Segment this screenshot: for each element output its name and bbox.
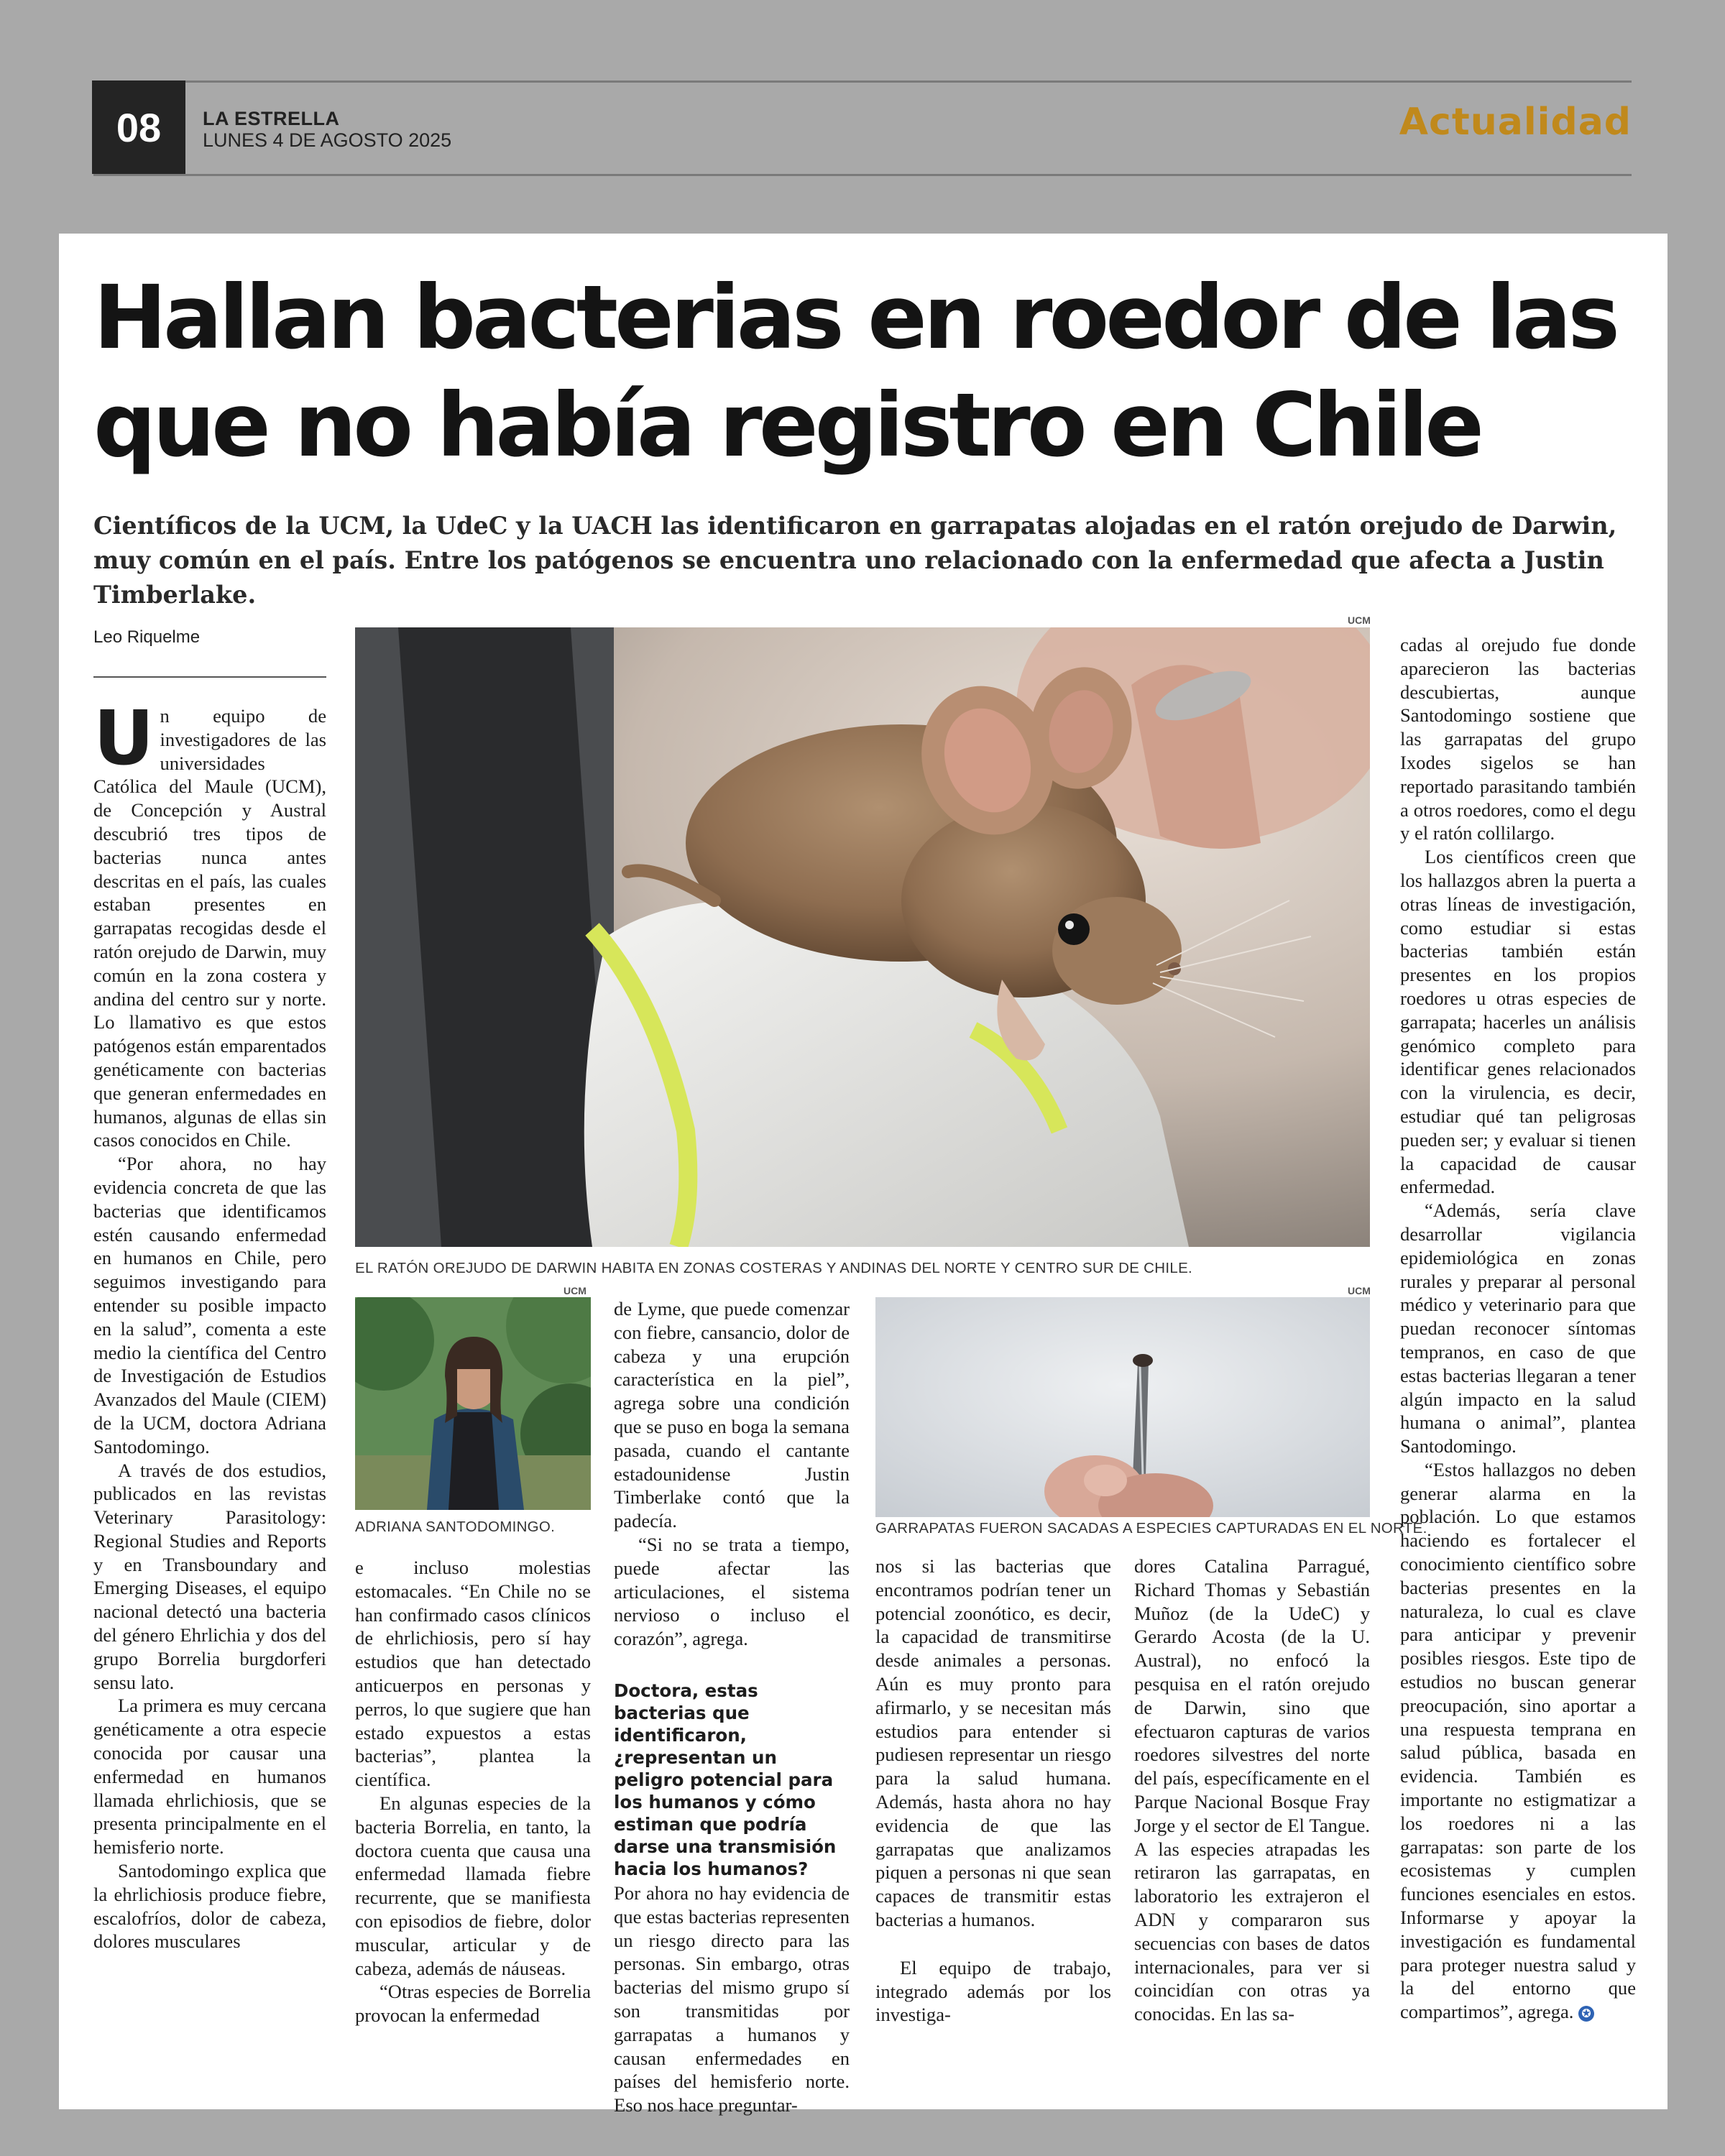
end-of-article-icon: ✪ xyxy=(1578,2006,1594,2022)
mouse-photo-illustration xyxy=(355,627,1370,1247)
tweezers-photo xyxy=(875,1297,1370,1517)
paragraph: “Por ahora, no hay evidencia concreta de que las bacterias que identificamos estén causando enfermedad en humanos en Chile, pero seguimos investigando para entender su posible impacto en la salud”, comenta a este medio la científica del Centro de Investigación de Estudios Avanzados del Maule (CIEM) de la UCM, doctora Adriana Santodomingo. xyxy=(93,1153,326,1457)
paragraph: n equipo de investigadores de las universidades Católica del Maule (UCM), de Concepción y Austral descubrió tres tipos de bacterias nunca antes descritas en el país, las cuales estaban presentes en garrapatas recogidas desde el ratón orejudo de Darwin, muy común en la zona costera y andina del centro sur y norte. Lo llamativo es que estos patógenos están emparentados genéticamente con bacterias que generan enfermedades en humanos, algunas de ellas sin casos conocidos en Chile. xyxy=(93,705,326,1151)
portrait-caption: ADRIANA SANTODOMINGO. xyxy=(355,1519,556,1535)
newspaper-name: LA ESTRELLA xyxy=(203,108,340,129)
paragraph: La primera es muy cercana genéticamente a otra especie conocida por causar una enfermedad en humanos llamada ehrlichiosis, que se presenta principalmente en el hemisferio norte. xyxy=(93,1695,326,1858)
paragraph: A través de dos estudios, publicados en las revistas Veterinary Parasitology: Regional Studies and Reports y en Transboundary and Emerging Diseases, el equipo nacional detectó una bacteria del género Ehrlichia y dos del grupo Borrelia burgdorferi sensu lato. xyxy=(93,1459,326,1693)
paragraph: “Además, sería clave desarrollar vigilancia epidemiológica en zonas rurales y preparar al personal médico y veterinario para que puedan reconocer síntomas tempranos, en caso de que estas bacterias llegaran a tener algún impacto en la salud humana o animal”, plantea Santodomingo. xyxy=(1400,1199,1636,1457)
header-bottom-rule xyxy=(93,174,1632,176)
byline-rule xyxy=(93,676,326,678)
headline-line-2: que no había registro en Chile xyxy=(93,374,1481,476)
section-label: Actualidad xyxy=(1399,101,1632,144)
paragraph: “Si no se trata a tiempo, puede afectar las articulaciones, el sistema nervioso o incluso el corazón”, agrega. xyxy=(614,1533,850,1650)
photo-credit: UCM xyxy=(564,1285,586,1296)
article-page xyxy=(59,234,1668,2116)
portrait-photo xyxy=(355,1297,591,1510)
paragraph: nos si las bacterias que encontramos podrían tener un potencial zoonótico, es decir, la capacidad de transmitirse desde animales a personas. Aún es muy pronto para afirmarlo, y se necesitan más estudios para entender si pudiesen representar un riesgo para la salud humana. Además, hasta ahora no hay evidencia de que las garrapatas que analizamos piquen a personas ni que sean capaces de transmitir estas bacterias a humanos. xyxy=(875,1555,1111,1930)
paragraph: “Estos hallazgos no deben generar alarma en la población. Lo que estamos haciendo es fortalecer el conocimiento científico sobre bacterias presentes en la naturaleza, lo cual es clave para anticipar y prevenir posibles riesgos. Este tipo de estudios no buscan generar preocupación, sino aportar a una respuesta temprana en salud pública, basada en evidencia. También es importante no estigmatizar a los roedores ni a las garrapatas: son parte de los ecosistemas y cumplen funciones esenciales en estos. Informarse y apoyar la investigación es fundamental para proteger nuestra salud y la del entorno que compartimos”, agrega. xyxy=(1400,1458,1636,2023)
paragraph: Santodomingo explica que la ehrlichiosis produce fiebre, escalofríos, dolor de cabeza, dolores musculares xyxy=(93,1860,326,1953)
column-2 xyxy=(355,1556,591,2027)
paragraph: e incluso molestias estomacales. “En Chile no se han confirmado casos clínicos de ehrlichiosis, pero sí hay estudios que han detectado anticuerpos en personas y perros, lo que sugiere que han estado expuestos a estas bacterias”, plantea la científica. xyxy=(355,1557,591,1791)
headline-line-1: Hallan bacterias en roedor de las xyxy=(93,267,1617,369)
publication-date: LUNES 4 DE AGOSTO 2025 xyxy=(203,129,452,151)
column-5 xyxy=(1134,1554,1370,2026)
column-1 xyxy=(93,694,326,1953)
paragraph: El equipo de trabajo, integrado además por los investiga- xyxy=(875,1956,1111,2026)
paragraph: cadas al orejudo fue donde aparecieron las bacterias descubiertas, aunque Santodomingo sostiene que las garrapatas del grupo Ixodes sigelos se han reportado parasitando también a otros roedores, como el degu y el ratón collilargo. xyxy=(1400,634,1636,844)
page-number: 08 xyxy=(92,80,185,174)
main-photo-mouse xyxy=(355,627,1370,1247)
header-top-rule xyxy=(93,80,1632,83)
paragraph: dores Catalina Parragué, Richard Thomas y Sebastián Muñoz (de la UdeC) y Gerardo Acosta (de la U. Austral), no enfocó la pesquisa en el ratón orejudo de Darwin, sino que efectuaron capturas de varios roedores silvestres del norte del país, específicamente en el Parque Nacional Bosque Fray Jorge y el sector de El Tangue. A las especies atrapadas les retiraron las garrapatas, en laboratorio les extrajeron el ADN y compararon sus secuencias con bases de datos internacionales, para ver si coincidían con otras ya conocidas. En las sa- xyxy=(1134,1555,1370,2025)
paragraph: Los científicos creen que los hallazgos abren la puerta a otras líneas de investigación, como estudiar si estas bacterias también están presentes en los propios roedores u otras especies de garrapata; hacerles un análisis genómico completo para identificar genes relacionados con la virulencia, es decir, estudiar qué tan peligrosas pueden ser; y evaluar si tienen la capacidad de causar enfermedad. xyxy=(1400,846,1636,1198)
paragraph: “Otras especies de Borrelia provocan la enfermedad xyxy=(355,1981,591,2027)
column-4 xyxy=(875,1554,1111,2027)
photo-credit: UCM xyxy=(1348,1285,1371,1296)
tweezers-illustration xyxy=(875,1297,1370,1517)
photo-credit: UCM xyxy=(1348,614,1371,626)
drop-cap: U xyxy=(93,694,155,782)
headline xyxy=(93,264,1639,479)
interview-question: Doctora, estas bacterias que identificaron, ¿representan un peligro potencial para los humanos y cómo estiman que podría darse una transmisión hacia los humanos? xyxy=(614,1680,837,1879)
deck-subtitle: Científicos de la UCM, la UdeC y la UACH las identificaron en garrapatas alojadas en el ratón orejudo de Darwin, muy común en el país. Entre los patógenos se encuentra uno relacionado con la enfermedad que afecta a Justin Timberlake. xyxy=(93,512,1617,609)
portrait-illustration xyxy=(355,1297,591,1510)
tweezers-caption: GARRAPATAS FUERON SACADAS A ESPECIES CAPTURADAS EN EL NORTE. xyxy=(875,1520,1427,1537)
column-3 xyxy=(614,1297,850,2117)
paragraph: de Lyme, que puede comenzar con fiebre, cansancio, dolor de cabeza y una erupción característica en la piel”, agrega sobre una condición que se puso en boga la semana pasada, cuando el cantante estadounidense Justin Timberlake contó que la padecía. xyxy=(614,1298,850,1532)
interview-answer: Por ahora no hay evidencia de que estas bacterias representen un riesgo directo para las personas. Sin embargo, otras bacterias del mismo grupo sí son transmitidas por garrapatas a humanos y causan enfermedades en países del hemisferio norte. Eso nos hace preguntar- xyxy=(614,1881,850,2116)
main-photo-caption: EL RATÓN OREJUDO DE DARWIN HABITA EN ZONAS COSTERAS Y ANDINAS DEL NORTE Y CENTRO SUR DE CHILE. xyxy=(355,1260,1193,1276)
paragraph: En algunas especies de la bacteria Borrelia, en tanto, la doctora cuenta que causa una enfermedad llamada fiebre recurrente, que se manifiesta con episodios de fiebre, dolor muscular, articular y de cabeza, además de náuseas. xyxy=(355,1792,591,1979)
column-6 xyxy=(1400,633,1636,2024)
byline: Leo Riquelme xyxy=(93,627,201,647)
